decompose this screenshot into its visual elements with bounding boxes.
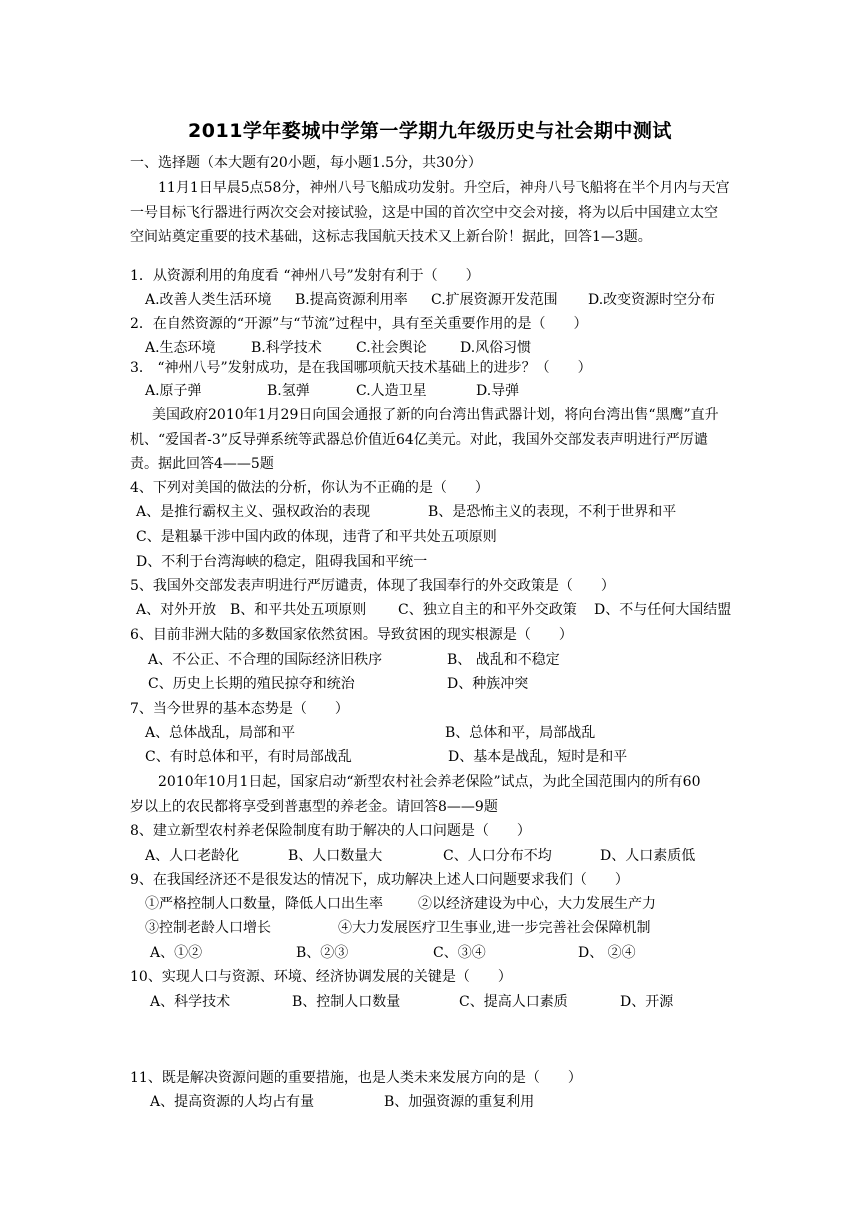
q8-option-c: C、人口分布不均	[443, 848, 552, 864]
q3-option-c: C.人造卫星	[356, 383, 427, 399]
q1-option-a: A.改善人类生活环境	[145, 292, 272, 308]
question-5-stem: 5、我国外交部发表声明进行严厉谴责，体现了我国奉行的外交政策是（ ）	[130, 578, 615, 594]
q10-option-c: C、提高人口素质	[459, 994, 568, 1010]
question-7-stem: 7、当今世界的基本态势是（ ）	[130, 701, 349, 717]
q2-option-d: D.风俗习惯	[460, 340, 532, 356]
q11-option-a: A、提高资源的人均占有量	[150, 1094, 315, 1110]
q9-statement-1: ①严格控制人口数量，降低人口出生率	[145, 896, 383, 912]
q5-option-a: A、对外开放	[136, 602, 217, 618]
page-title: 2011学年婺城中学第一学期九年级历史与社会期中测试	[188, 120, 672, 142]
q2-option-b: B.科学技术	[251, 340, 322, 356]
q7-option-d: D、基本是战乱，短时是和平	[448, 749, 628, 765]
q4-option-b: B、是恐怖主义的表现，不利于世界和平	[428, 504, 677, 520]
q9-statement-2: ②以经济建设为中心，大力发展生产力	[418, 896, 656, 912]
q7-option-c: C、有时总体和平，有时局部战乱	[145, 749, 352, 765]
q6-option-c: C、历史上长期的殖民掠夺和统治	[148, 676, 355, 692]
q6-option-d: D、种族冲突	[447, 676, 529, 692]
q8-option-d: D、人口素质低	[600, 848, 696, 864]
q5-option-c: C、独立自主的和平外交政策	[398, 602, 577, 618]
q7-option-b: B、总体和平，局部战乱	[445, 725, 596, 741]
section-heading: 一、选择题（本大题有20小题，每小题1.5分，共30分）	[130, 155, 482, 171]
q10-option-a: A、科学技术	[150, 994, 231, 1010]
q2-option-c: C.社会舆论	[356, 340, 427, 356]
q7-option-a: A、总体战乱，局部和平	[145, 725, 296, 741]
q3-option-a: A.原子弹	[145, 383, 202, 399]
q1-option-c: C.扩展资源开发范围	[431, 292, 558, 308]
q10-option-d: D、开源	[620, 994, 674, 1010]
question-10-stem: 10、实现人口与资源、环境、经济协调发展的关键是（ ）	[130, 969, 512, 985]
q9-statement-3: ③控制老龄人口增长	[145, 920, 271, 936]
reading-passage-2: 美国政府2010年1月29日向国会通报了新的向台湾出售武器计划，将向台湾出售“黑鹰”直升机、“爱国者-3”反导弹系统等武器总价值近64亿美元。对此，我国外交部发表声明进行严厉谴责。据此回答4——5题	[130, 407, 719, 472]
question-2-stem: 2．在自然资源的“开源”与“节流”过程中，具有至关重要作用的是（ ）	[130, 316, 588, 332]
question-11-stem: 11、既是解决资源问题的重要措施，也是人类未来发展方向的是（ ）	[130, 1070, 582, 1086]
q4-option-a: A、是推行霸权主义、强权政治的表现	[136, 504, 371, 520]
q2-option-a: A.生态环境	[145, 340, 216, 356]
q6-option-b: B、 战乱和不稳定	[447, 652, 560, 668]
q5-option-b: B、和平共处五项原则	[230, 602, 367, 618]
q9-option-b: B、②③	[296, 945, 349, 961]
question-4-stem: 4、下列对美国的做法的分析，你认为不正确的是（ ）	[130, 480, 489, 496]
question-9-stem: 9、在我国经济还不是很发达的情况下，成功解决上述人口问题要求我们（ ）	[130, 872, 629, 888]
reading-passage-3: 2010年10月1日起，国家启动“新型农村社会养老保险”试点，为此全国范围内的所有60岁以上的农民都将享受到普惠型的养老金。请回答8——9题	[130, 774, 701, 815]
q10-option-b: B、控制人口数量	[292, 994, 401, 1010]
q3-option-b: B.氢弹	[267, 383, 310, 399]
q8-option-a: A、人口老龄化	[145, 848, 240, 864]
question-1-stem: 1．从资源利用的角度看 “神州八号”发射有利于（ ）	[130, 268, 480, 284]
question-3-stem: 3． “神州八号”发射成功，是在我国哪项航天技术基础上的进步？（ ）	[130, 360, 592, 376]
q9-option-c: C、③④	[433, 945, 486, 961]
q9-option-d: D、 ②④	[578, 945, 636, 961]
q3-option-d: D.导弹	[476, 383, 520, 399]
q4-option-c: C、是粗暴干涉中国内政的体现，违背了和平共处五项原则	[136, 529, 497, 545]
q9-statement-4: ④大力发展医疗卫生事业,进一步完善社会保障机制	[338, 920, 651, 936]
q8-option-b: B、人口数量大	[288, 848, 383, 864]
q4-option-d: D、不利于台湾海峡的稳定，阻碍我国和平统一	[136, 554, 428, 570]
question-6-stem: 6、目前非洲大陆的多数国家依然贫困。导致贫困的现实根源是（ ）	[130, 627, 573, 643]
q9-option-a: A、①②	[150, 945, 203, 961]
q1-option-b: B.提高资源利用率	[295, 292, 408, 308]
q1-option-d: D.改变资源时空分布	[588, 292, 716, 308]
reading-passage-1: 11月1日早晨5点58分，神州八号飞船成功发射。升空后，神舟八号飞船将在半个月内与天宫一号目标飞行器进行两次交会对接试验，这是中国的首次空中交会对接，将为以后中国建立太空空间站奠定重要的技术基础，这标志我国航天技术又上新台阶！据此，回答1—3题。	[130, 180, 730, 245]
q5-option-d: D、不与任何大国结盟	[594, 602, 732, 618]
q11-option-b: B、加强资源的重复利用	[384, 1094, 535, 1110]
question-8-stem: 8、建立新型农村养老保险制度有助于解决的人口问题是（ ）	[130, 823, 531, 839]
q6-option-a: A、不公正、不合理的国际经济旧秩序	[148, 652, 383, 668]
